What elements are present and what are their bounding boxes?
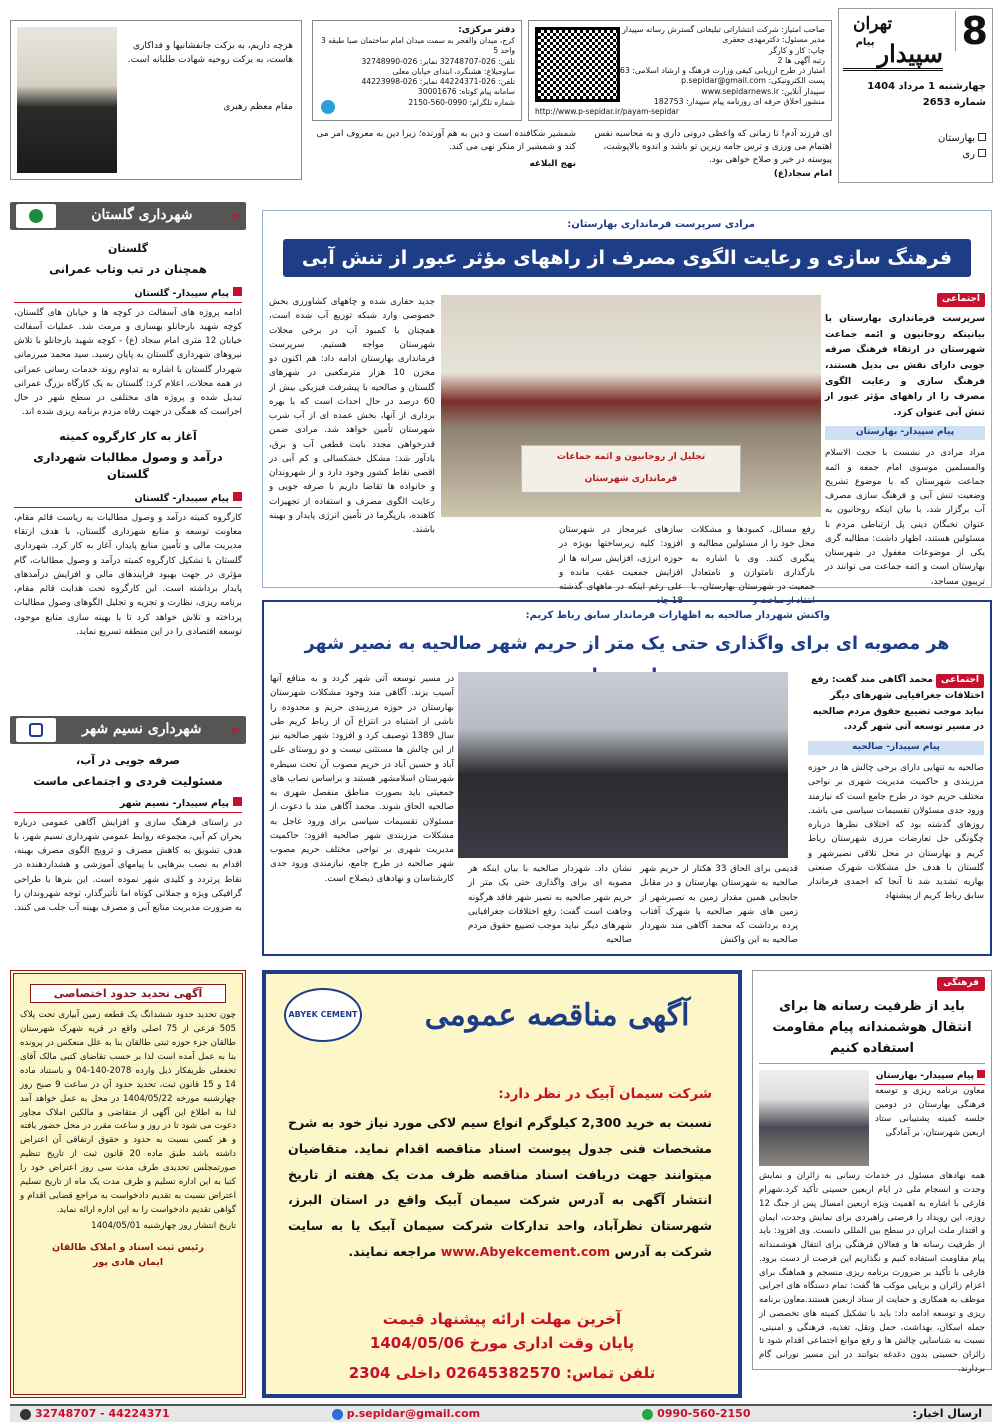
office-line: تلفن: 026-44224371 نمابر: 026-44223998 [361,77,515,87]
nasimshahr-header [10,716,246,744]
legal-ad [10,970,246,1398]
golestan-article-1 [10,230,246,420]
headline: هر مصوبه ای برای واگذاری حتی یک متر از حریم شهر صالحیه به نصیر شهر [304,634,950,654]
ad-date: تاریخ انتشار روز چهارشنبه 1404/05/01 [91,1220,236,1231]
kicker: مرادی سرپرست فرمانداری بهارستان: [567,219,755,230]
qr-code [535,27,620,102]
nasimshahr-column [10,716,246,956]
credit-line: صاحب امتیاز: شرکت انتشاراتی تبلیغاتی گسترش رسانه سپیدار [622,25,825,34]
culture-article [752,970,992,1374]
article-body: در مسیر توسعه آتی شهر گردد و به منافع آنها آسیب بزند. آگاهی مند وجود مشکلات شهرستان بهارستان در حوزه مرزبندی حریم و محدوده را ناشی از اشتباه در انتزاع آن از رباط کریم طی سال 1389 توصیف کرد و افزود: شهر صالحیه نیز از این چالش ها مستثنی نیست و دو روستای علی آباد و حسین آباد در حریم مصوب آن تحت سیطره شهرستان اسلامشهر هستند و براساس نصاب های جمعیتی باید بصورت مناطق منفصل شهری به صالحیه الحاق شوند. محمد آگاهی مند با دعوت از مسئولان تقسیمات سیاسی برای ورود عاجل به مشکلات مرزبندی شهر صالحیه افزود: حاکمیت مدیریت شهری بر نواحی مختلف حریم مصوب شهر صالحیه در طرح جامع، نیازمندی ورود جدی کارشناسان و نهادهای ذیصلاح است. [270,674,454,884]
quote-source: امام سجاد(ع) [773,168,832,179]
byline: پیام سپیدار- گلستان [14,492,242,508]
tender-ad [262,970,742,1398]
quote-nahj [312,128,576,172]
tender-title: آگهی مناقصه عمومی [424,998,690,1033]
article-body: نشان داد. شهردار صالحیه با بیان اینکه هر مصوبه ای برای واگذاری حتی یک متر از حریم شهر صالحیه به نصیر شهر فاقد هرگونه وجاهت است گفت: رفع اختلافات جغرافیایی شهرهای دیگر نباید موجب تضییع حقوق مردم صالحیه [468,864,632,946]
logo-main: سپیدار [877,39,943,68]
leader-photo [17,27,117,173]
municipality-logo [16,204,56,228]
byline: پیام سپیدار- بهارستان [825,426,985,440]
mayor-photo [458,672,788,858]
tender-body [288,1110,712,1265]
section-title: شهرداری گلستان [91,207,193,224]
ad-body: چون تحدید حدود ششدانگ یک قطعه زمین آبیاری تحت پلاک 505 فرعی از 75 اصلی واقع در قریه شهرک شهرستان طالقان جزء حوزه ثبتی طالقان بنا به علل منعکس در پرونده بنا به عمل آمده است لذا بر حسب تقاضای کتبی مالک آقای تحفعلی ظریفکار ذیل وارده 2078-140-04 و باستناد ماده 14 و 15 قانون ثبت، تحدید حدود آن در ساعت 9 صبح روز چهارشنبه مورخه 1404/05/22 در محل به عمل خواهد آمد لذا به اطلاع این آگهی از متقاضی و مالکین املاک مجاور دعوت می شود تا در روز و ساعت مقرر در محل حضور یافته و هر کسی نسبت به حدود و حقوق ارتفاقی آن اعتراض داشته باشد طبق ماده 20 قانون ثبت از تاریخ تنظیم صورتمجلس تحدیدی ظرف مدت سی روز اعتراض خود را کتبا به این اداره تسلیم و ظرف مدت یک ماه از تاریخ تسلیم اعتراض نسبت به تقدیم دادخواست به مراجع قضایی اقدام و گواهی تقدیم دادخواست را به این اداره ارائه نماید. [20,1010,237,1215]
kicker: واکنش شهردار صالحیه به اظهارات فرماندار سابق رباط کریم: [525,610,830,621]
credit-line: امتیاز در طرح ارزیابی کیفی وزارت فرهنگ و ارشاد اسلامی: 63 [619,66,825,76]
ad-signatory: ایمان هادی پور [92,1256,164,1268]
article-title: مسئولیت فردی و اجتماعی ماست [33,774,223,789]
office-line: سامانه پیام کوتاه: 30001676 [417,87,515,97]
company-logo: ABYEK CEMENT [284,988,362,1042]
ad-title: آگهی تحدید حدود اختصاصی [30,984,226,1003]
quote-text: هرچه داریم، به برکت جانفشانیها و فداکاری هاست، به برکت روحیه شهادت طلبانه است. [127,41,293,66]
article-body: رفع مسائل، کمبودها و مشکلات محل خود را از مسئولین مطالبه و پیگیری کنند. وی با اشاره به بارگذاری نامتوازن و نامتعادل جمعیت در شهرستان بهارستان، با انتقاد از ساخت و [691,525,815,607]
credit-line: پست الکترونیکی: p.sepidar@gmail.com [681,76,825,86]
nasimshahr-article [10,744,246,915]
footer-email[interactable]: p.sepidar@gmail.com [332,1405,480,1422]
arrow-icon [233,797,242,806]
category-tag: اجتماعی [936,674,984,688]
office-title: دفتر مرکزی: [458,25,515,35]
area-item: ری [938,147,986,163]
tender-company: شرکت سیمان آبیک در نظر دارد: [498,1086,712,1102]
article-body: ادامه پروژه های آسفالت در کوچه ها و خیابان های گلستان، کوچه شهید بارجانلو بهسازی و مرمت شد. عملیات آسفالت خیابان 12 متری امام سجاد (ع) - کوچه شهید بارجانلو با تلاش نیروهای شهرداری گلستان به پایان رسید. سید محمد میرزمانی شهردار گلستان با اشاره به تداوم روند خدمات رسانی عمرانی در همه محلات، اعلام کرد: گلستان به یک کارگاه بزرگ عمرانی تبدیل شده و پروژه های مختلفی در سطح شهر در حال اجراست که همگی در جهت رفاه مردم برنامه ریزی شده اند. [14,307,242,418]
footer-bar [10,1404,992,1422]
lead-text: معاون برنامه ریزی و توسعه فرهنگی بهارستان در دومین جلسه کمیته پشتیبانی ستاد اربعین شهرستان، بر آمادگی [875,1086,985,1139]
office-line: کرج، میدان والفجر به سمت میدان امام ساختمان صبا طبقه 3 واحد 5 [320,36,515,56]
arrow-icon [977,1070,985,1078]
tender-phone: تلفن تماس: 02645382570 داخلی 2304 [348,1364,656,1382]
byline: پیام سپیدار- نسیم شهر [14,797,242,813]
credit-line: رتبه آگهی ها 2 [777,55,825,65]
culture-lead-col [875,1070,985,1166]
arrow-icon [233,492,242,501]
credit-line: چاپ: کار و کارگر [768,45,825,55]
tender-text-end: مراجعه نمایند. [348,1244,437,1260]
logo [843,35,943,71]
checkbox-icon [978,133,986,141]
article-body: کارگروه کمیته درآمد و وصول مطالبات به ریاست قائم مقام، معاونت توسعه و منابع شهرداری گلستان، با هدف ارتقاء مدیریت مالی و تأمین منابع پایدار، آغاز به کار کرد. شهرداری گلستان با تشکیل کارگروه کمیته درآمد و وصول مطالبات، گام مؤثری در جهت بهبود فرایندهای مالی و افزایش درآمدهای پایدار برداشته است. این کارگروه تحت هدایت قائم مقام، برنامه ریزی، نظارت و تجزیه و تحلیل الگوهای وصول مطالبات پرداخته و تلاش خواهد کرد تا با بهینه سازی منابع موجود، توسعه اقتصادی را در این منطقه تسریع نماید. [14,512,242,637]
credit-line: منشور اخلاق حرفه ای روزنامه پیام سپیدار: 182753 [653,96,825,106]
category-tag: فرهنگی [937,977,985,991]
section-title: شهرداری نسیم شهر [82,721,202,738]
ad-signature: رئیس ثبت اسناد و املاک طالقان [52,1242,204,1254]
double-chevron-icon: « [229,719,240,739]
credit-line: مدیر مسئول: دکترمهدی جعفری [722,35,825,45]
leader-quote-box [10,20,302,180]
footer-phone[interactable]: 32748707 - 44224371 [20,1405,170,1422]
quote-imam-sajjad [582,128,832,181]
footer-whatsapp[interactable]: 0990-560-2150 [642,1405,750,1422]
lead-text: محمد آگاهی مند گفت: رفع اختلافات جغرافیایی شهرهای دیگر نباید موجب تضییع حقوق مردم صالحیه در مسیر توسعه آتی شهر گردد. [811,674,984,733]
golestan-header [10,202,246,230]
footer-label: ارسال اخبار: [912,1407,982,1421]
office-box [312,20,522,121]
issue-number: شماره 2653 [922,97,986,108]
quote-source: مقام معظم رهبری [223,102,293,112]
office-line: تلفن: 026-32748707 نمابر: 026-32748990 [361,56,515,66]
headline: فرهنگ سازی و رعایت الگوی مصرف از راههای مؤثر عبور از تنش آبی [283,239,971,277]
tender-website[interactable]: www.Abyekcement.com [440,1244,611,1260]
page-number: 8 [955,11,988,51]
photo-banner: تجلیل از روحانیون و ائمه جماعات فرمانداری شهرستان [521,445,741,493]
issue-date: چهارشنبه 1 مرداد 1404 [867,81,986,92]
tender-deadline: آخرین مهلت ارائه پیشنهاد قیمت [382,1310,622,1328]
office-line: شماره تلگرام: 0990-560-2150 [408,97,515,107]
byline: پیام سپیدار- بهارستان [875,1070,985,1085]
byline: پیام سپیدار- صالحیه [808,741,984,755]
main-article-1 [262,210,992,607]
article-title: همچنان در تب وتاب عمرانی [49,262,207,277]
credits-box [528,20,832,121]
article-body: سازهای غیرمجاز در شهرستان افزود: کلیه زیرساختها بویژه در حوزه انرژی، افزایش سرانه ها از افزایش جمعیت عقب مانده و علی رغم اینکه در ماههای گذشته 18 چاه [559,525,683,607]
article-body: همه نهادهای مسئول در خدمات رسانی به زائران و نمایش وحدت و انسجام ملی در ایام اربعین حسینی تأکید کرد.شهرام فارغی با اشاره به اهمیت ویژه اربعین امسال پس از جنگ 12 روزه، این رویداد را فرصتی راهبردی برای نمایش وحدت، ایمان و اقتدار ملت ایران در سطح بین المللی دانست. وی افزود: باید از ظرفیت رسانه ها و فعالان فرهنگی برای انتقال هوشمندانه پیام مقاومت استفاده کنیم و نگذاریم این فرصت از دست برود. فارغی با تأکید بر ضرورت برنامه ریزی منسجم و هماهنگ برای اعزام زائران و برپایی موکب ها گفت: تمام دستگاه های اجرایی موظف به همکاری و حمایت از ستاد اربعین هستند.معاون برنامه ریزی و توسعه ادامه داد: باید با تشکیل کمیته های تخصصی از جمله اسکان، بهداشت، حمل ونقل، تغذیه، فرهنگی و امنیتی، نسبت به شناسایی چالش ها و رفع موانع اجتماعی اقدام شود تا زائران حسینی بدون دغدغه بتوانند در این مسیر نورانی گام بردارند. [759,1171,985,1374]
kicker: صرفه جویی در آب، [76,754,180,767]
tender-deadline-date: پایان وقت اداری مورخ 1404/05/06 [369,1334,635,1352]
email-icon [332,1409,343,1420]
municipality-logo [16,718,56,742]
office-line: ساوجبلاغ: هشتگرد، ابتدای خیابان معلی [392,66,515,76]
article-body: در راستای فرهنگ سازی و افزایش آگاهی عمومی درباره بحران کم آبی، مجموعه روابط عمومی شهرداری نسیم شهر، با هدف تشویق به کاهش مصرف و ترویج الگوی مصرف بهینه، اقدام به نصب بنرهایی با پیامهای آموزشی و هشداردهنده در نقاط پرتردد و کلیدی شهر نموده است. این بنرها با طراحی گرافیکی ویژه و جملاتی کوتاه اما تأثیرگذار، توجه شهروندان را به ضرورت مدیریت منابع آبی و مصرف بهینه آب جلب می کنند. [14,817,242,914]
lead-text: سرپرست فرمانداری بهارستان با بیانینکه روحانیون و ائمه جماعت شهرستان در ارتقاء فرهنگ صرفه جویی دارای نقش بی بدیل هستند، فرهنگ سازی و رعایت الگوی مصرف را از راههای مؤثر عبور از تنش آبی عنوان کرد. [825,312,985,418]
main-article-2 [262,600,992,956]
culture-top [759,1070,985,1166]
quote-text: شمشیر شکافنده است و دین به هم آورنده؛ زیرا دین به معروف امر می کند و شمشیر از منکر نهی می کند. [316,129,576,153]
byline: پیام سپیدار- گلستان [14,287,242,303]
article-body: قدیمی برای الحاق 33 هکتار از حریم شهر صالحیه به شهرستان بهارستان و در مقابل جابجایی همین مقدار زمین به نصیرشهر از زمین های شهر صالحیه با شهرک آفتاب پرده برداشت که محمد آگاهی مند شهردار صالحیه به این واکنش [640,864,798,946]
credits-lines [619,25,825,107]
lead-column [808,672,984,904]
article-body: جدید حفاری شده و چاههای کشاورزی بخش خصوصی وارد شبکه توزیع آب شده است، همچنان با کمبود آب در برخی محلات شهرستان مواجه هستیم. سرپرست فرمانداری بهارستان ادامه داد: هم اکنون دو مخزن 10 هزار مترمکعبی در شهرهای گلستان و صالحیه با پیشرفت فیزیکی بیش از 60 درصد در حال احداث است که با بهره برداری از آنها، بخش عمده ای از آب شرب شهرستان تأمین خواهد شد. مرادی ضمن قدرخواهی مجدد بابت قطعی آب و برق، یادآور شد: مشکل خشکسالی و کم آبی در اقصی نقاط کشور وجود دارد و از شهروندان و خانواده ها تقاضا داریم با صرفه جویی و رعایت الگوی مصرف و استفاده از تجهیزات کاهنده، بارپگرما در تأمین انرژی پایدار و بهینه باشند. [269,297,435,535]
lead-column [825,293,985,589]
telegram-icon [321,100,335,114]
phone-icon [20,1409,31,1420]
site-url[interactable]: http://www.p-sepidar.ir/payam-sepidar [535,107,679,117]
tender-text: نسبت به خرید 2,300 کیلوگرم انواع سیم لاکی مورد نیاز خود به شرح مشخصات فنی جدول پیوست اسناد مناقصه اقدام نماید. متقاضیان میتوانند جهت دریافت اسناد مناقصه ظرف مدت یک هفته از تاریخ انتشار آگهی به آدرس شرکت سیمان آبیک واقع در استان البرز، شهرستان نظرآباد، واحد تدارکات شرکت سیمان آبیک یا به سایت شرکت به آدرس [288,1115,713,1260]
meeting-photo [759,1070,869,1166]
article-title: درآمد و وصول مطالبات شهرداری گلستان [33,449,223,482]
golestan-article-2 [10,420,246,640]
meeting-photo [441,295,821,517]
area-list [938,131,986,162]
flower-icon [29,209,43,223]
logo-sub: پیام [855,37,875,48]
quote-source: نهج البلاغه [529,159,576,170]
article-title: باید از ظرفیت رسانه ها برای انتقال هوشمندانه پیام مقاومت استفاده کنیم [759,997,985,1064]
arrow-icon [233,287,242,296]
whatsapp-icon [642,1409,653,1420]
area-item: بهارستان [938,131,986,147]
kicker: گلستان [107,242,149,255]
emblem-icon [29,723,43,737]
masthead [838,8,993,183]
article-body: مراد مرادی در نشست با حجت الاسلام والمسلمین موسوی امام جمعه و ائمه جماعت شهرستان که با موضوع تشریح وضعیت تنش آبی و فرهنگ سازی مصرف آب برگزار شد، با بیان اینکه روحانیون به عنوان نخبگان دینی پل ارتباطی مردم با مسئولین هستند، اظهار داشت: مطالبه گری یکی از موضوعات مغفول در شهرستان بهارستان است و ائمه جماعت می توانند در تریبون مساجد، [825,448,985,587]
checkbox-icon [978,149,986,157]
double-chevron-icon: « [229,205,240,225]
golestan-column [10,202,246,712]
kicker: آغاز به کار کارگروه کمیته [59,429,197,443]
logo-top: تهران [853,14,893,34]
quote-text: ای فرزند آدم! تا زمانی که واعظی درونی داری و به محاسبه نفس اهتمام می ورزی و ترس جامه زیرین تو باشد و اندوه بالاپوشت، پیوسته در خیر و صلاح خواهی بود. [594,129,832,166]
article-body: صالحیه به تنهایی دارای برخی چالش ها در حوزه مرزبندی و حاکمیت مدیریت شهری بر نواحی مختلف حریم خود در طرح جامع است که نیازمند ورود جدی مسئولان تقسیمات سیاسی می باشد. روزهای گذشته بود که اختلاف نظرها درباره چگونگی حل تعارضات مرزی شهرستان رباط کریم و بهارستان در محل تلاقی نصیرشهر و گلستان با هدف حل مشکلات شهرک صنعتی بهاریه تشدید شد تا آنجا که احمدی فرماندار سابق رباط کریم از پیشنهاد [808,763,984,902]
credit-line: سپیدار آنلاین: www.sepidarnews.ir [701,86,825,96]
category-tag: اجتماعی [937,293,985,307]
